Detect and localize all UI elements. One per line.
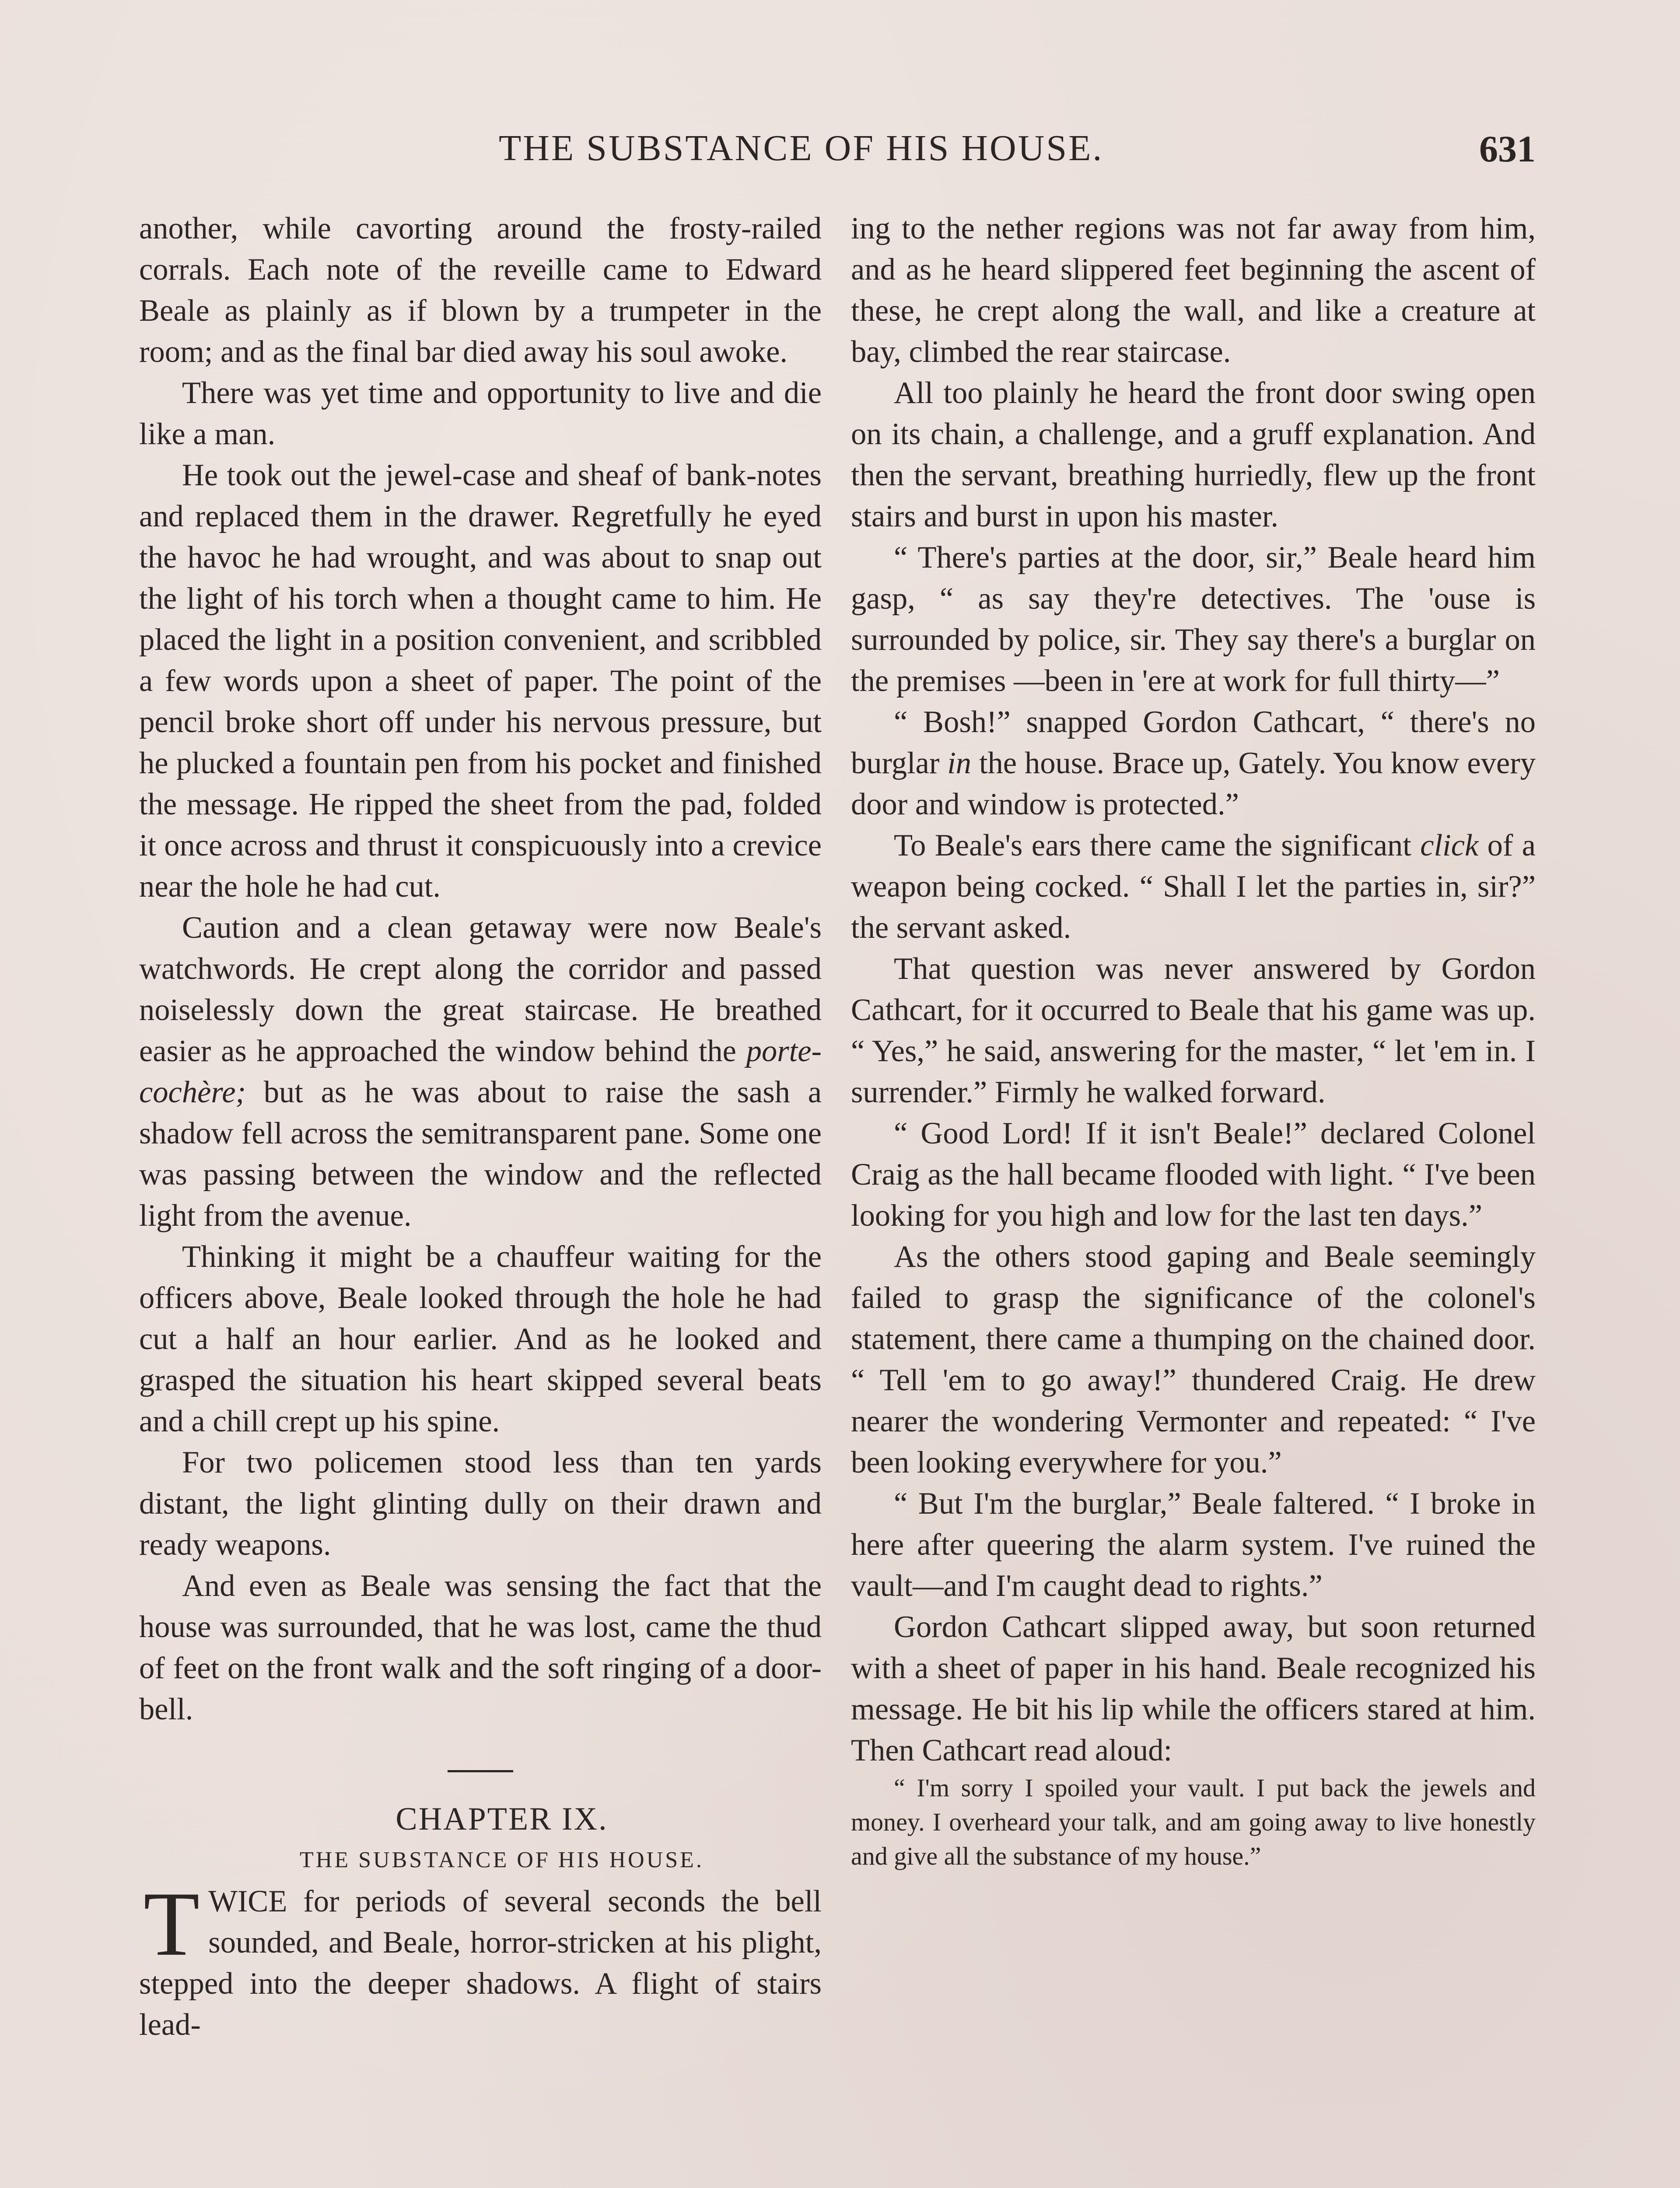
- italic-text: porte-cochère;: [139, 1034, 822, 1109]
- paragraph: All too plainly he heard the front door swing open on its chain, a challenge, and a gruff explanation. And then the servant, breathing hurriedly, flew up the front stairs and burst in upon his master.: [851, 376, 1536, 533]
- paragraph: That question was never answered by Gordon Cathcart, for it occurred to Beale that his game was up. “ Yes,” he said, answering for the master, “ let 'em in. I surrender.” Firmly he walked forward.: [851, 952, 1536, 1109]
- section-divider: [448, 1770, 513, 1772]
- paragraph: [139, 907, 822, 1236]
- italic-text: click: [1420, 828, 1479, 863]
- paragraph: [851, 825, 1536, 948]
- paragraph: For two policemen stood less than ten yards distant, the light glinting dully on their drawn and ready weapons.: [139, 1445, 822, 1562]
- quoted-letter: “ I'm sorry I spoiled your vault. I put back the jewels and money. I overheard your talk, and am going away to live honestly and give all the substance of my house.”: [851, 1774, 1536, 1870]
- right-column: [851, 208, 1536, 1873]
- paragraph-with-dropcap: [139, 1873, 822, 2045]
- paragraph: ing to the nether regions was not far away from him, and as he heard slippered feet beginning the ascent of these, he crept along the wall, and like a creature at bay, climbed the rear staircase.: [851, 211, 1536, 369]
- italic-text: in: [947, 746, 972, 780]
- paragraph: Thinking it might be a chauffeur waiting for the officers above, Beale looked through the hole he had cut a half an hour earlier. And as he looked and grasped the situation his heart skipped several beats and a chill crept up his spine.: [139, 1240, 822, 1438]
- paragraph: As the others stood gaping and Beale seemingly failed to grasp the significance of the colonel's statement, there came a thumping on the chained door. “ Tell 'em to go away!” thundered Craig. He drew nearer the wondering Vermonter and repeated: “ I've been looking everywhere for you.”: [851, 1240, 1536, 1480]
- text-run: To Beale's ears there came the significant: [894, 828, 1421, 863]
- text-run: WICE for periods of several seconds the bell sounded, and Beale, horror-stricken at his plight, stepped into the deeper shadows. A flight of stairs lead-: [139, 1884, 822, 2042]
- page-header: [140, 127, 1536, 175]
- text-run: the house. Brace up, Gately. You know every door and window is protected.”: [851, 746, 1536, 821]
- left-column: [139, 208, 822, 2045]
- paragraph: “ There's parties at the door, sir,” Beale heard him gasp, “ as say they're detectives. The 'ouse is surrounded by police, sir. They say there's a burglar on the premises —been in 'ere at work for full thirty—”: [851, 540, 1536, 698]
- chapter-title: CHAPTER IX.: [396, 1801, 608, 1837]
- drop-cap: T: [144, 1873, 200, 1975]
- paragraph: Gordon Cathcart slipped away, but soon returned with a sheet of paper in his hand. Beale recognized his message. He bit his lip while the officers stared at him. Then Cathcart read aloud:: [851, 1610, 1536, 1767]
- text-run: but as he was about to raise the sash a shadow fell across the semitransparent pane. Some one was passing between the window and the reflected light from the avenue.: [139, 1075, 822, 1233]
- paragraph: “ Good Lord! If it isn't Beale!” declared Colonel Craig as the hall became flooded with light. “ I've been looking for you high and low for the last ten days.”: [851, 1116, 1536, 1233]
- chapter-subtitle: THE SUBSTANCE OF HIS HOUSE.: [300, 1848, 704, 1872]
- paragraph: There was yet time and opportunity to live and die like a man.: [139, 376, 822, 451]
- paragraph: [851, 701, 1536, 825]
- text-run: Caution and a clean getaway were now Beale's watchwords. He crept along the corridor and passed noiselessly down the great staircase. He breathed easier as he approached the window behind the: [139, 911, 822, 1068]
- text-run: of a weapon being cocked. “ Shall I let the parties in, sir?” the servant asked.: [851, 828, 1536, 945]
- running-head: THE SUBSTANCE OF HIS HOUSE.: [499, 128, 1104, 168]
- paragraph: And even as Beale was sensing the fact that the house was surrounded, that he was lost, came the thud of feet on the front walk and the soft ringing of a door-bell.: [139, 1569, 822, 1726]
- paragraph: “ But I'm the burglar,” Beale faltered. “ I broke in here after queering the alarm system. I've ruined the vault—and I'm caught dead to rights.”: [851, 1487, 1536, 1603]
- paragraph: He took out the jewel-case and sheaf of bank-notes and replaced them in the drawer. Regretfully he eyed the havoc he had wrought, and was about to snap out the light of his torch when a thought came to him. He placed the light in a position convenient, and scribbled a few words upon a sheet of paper. The point of the pencil broke short off under his nervous pressure, but he plucked a fountain pen from his pocket and finished the message. He ripped the sheet from the pad, folded it once across and thrust it conspicuously into a crevice near the hole he had cut.: [139, 458, 822, 904]
- text-run: “ Bosh!” snapped Gordon Cathcart, “ there's no burglar: [851, 705, 1536, 780]
- paragraph: another, while cavorting around the frosty-railed corrals. Each note of the reveille came to Edward Beale as plainly as if blown by a trumpeter in the room; and as the final bar died away his soul awoke.: [139, 211, 822, 369]
- page-number: 631: [1479, 128, 1536, 170]
